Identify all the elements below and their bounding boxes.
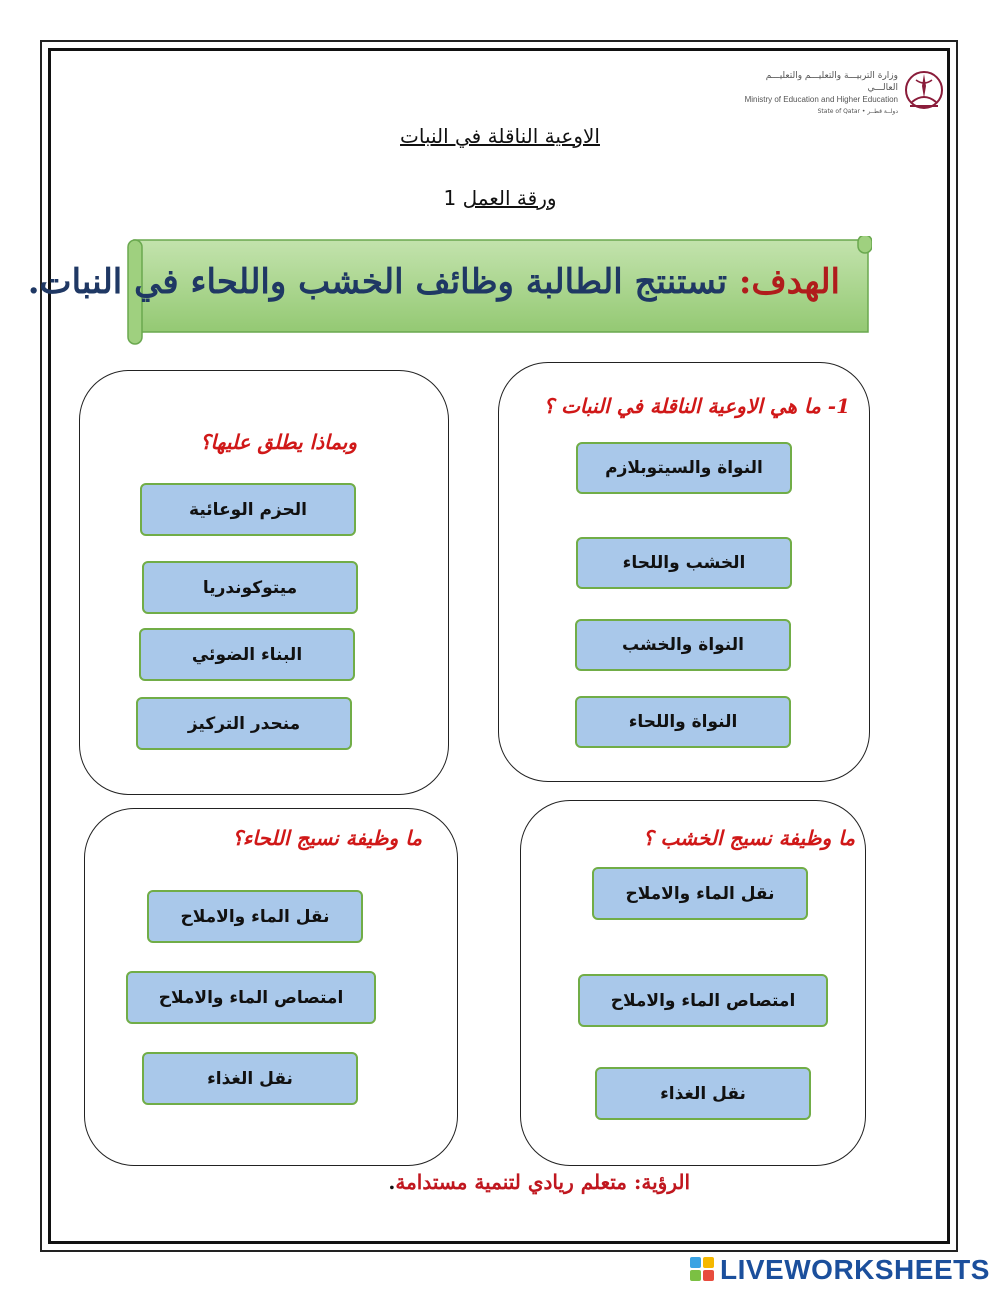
q2-option-3[interactable]: البناء الضوئي [139, 628, 355, 681]
page-title: الاوعية الناقلة في النبات [400, 124, 600, 148]
question-4-prompt: ما وظيفة نسيج اللحاء؟ [232, 826, 422, 850]
vision-text: الرؤية: متعلم ريادي لتنمية مستدامة [395, 1170, 690, 1194]
q1-option-1[interactable]: النواة والسيتوبلازم [576, 442, 792, 494]
liveworksheets-text: LIVEWORKSHEETS [720, 1254, 990, 1285]
q3-option-2[interactable]: امتصاص الماء والاملاح [578, 974, 828, 1027]
liveworksheets-logo-icon [690, 1257, 716, 1283]
vision-statement [300, 1170, 690, 1194]
worksheet-number: 1 [443, 186, 457, 210]
logo-english-text: Ministry of Education and Higher Education [744, 95, 898, 104]
q2-option-1[interactable]: الحزم الوعائية [140, 483, 356, 536]
question-2-prompt: وبماذا يطلق عليها؟ [199, 430, 357, 454]
q4-option-2[interactable]: امتصاص الماء والاملاح [126, 971, 376, 1024]
vision-period: . [388, 1170, 396, 1194]
q2-option-4[interactable]: منحدر التركيز [136, 697, 352, 750]
ministry-logo [738, 68, 948, 114]
goal-text: تستنتج الطالبة وظائف الخشب واللحاء في النبات. [27, 262, 728, 302]
question-3-prompt: ما وظيفة نسيج الخشب ؟ [642, 826, 855, 850]
q4-option-3[interactable]: نقل الغذاء [142, 1052, 358, 1105]
q1-option-2[interactable]: الخشب واللحاء [576, 537, 792, 589]
q2-option-2[interactable]: ميتوكوندريا [142, 561, 358, 614]
q1-option-4[interactable]: النواة واللحاء [575, 696, 791, 748]
worksheet-label: ورقة العمل [462, 186, 557, 210]
q3-option-3[interactable]: نقل الغذاء [595, 1067, 811, 1120]
goal-statement [27, 262, 840, 302]
logo-arabic-text: وزارة التربيـــة والتعليـــم والتعليـــم العالـــي [765, 71, 898, 93]
q3-option-1[interactable]: نقل الماء والاملاح [592, 867, 808, 920]
q1-option-3[interactable]: النواة والخشب [575, 619, 791, 671]
logo-state-text: State of Qatar • دولــة قطــر [817, 108, 898, 115]
goal-label: الهدف: [738, 262, 840, 302]
qatar-emblem-icon [904, 68, 944, 112]
q4-option-1[interactable]: نقل الماء والاملاح [147, 890, 363, 943]
question-1-prompt: 1- ما هي الاوعية الناقلة في النبات ؟ [543, 394, 850, 418]
liveworksheets-watermark [690, 1256, 990, 1284]
worksheet-subtitle [380, 186, 620, 210]
